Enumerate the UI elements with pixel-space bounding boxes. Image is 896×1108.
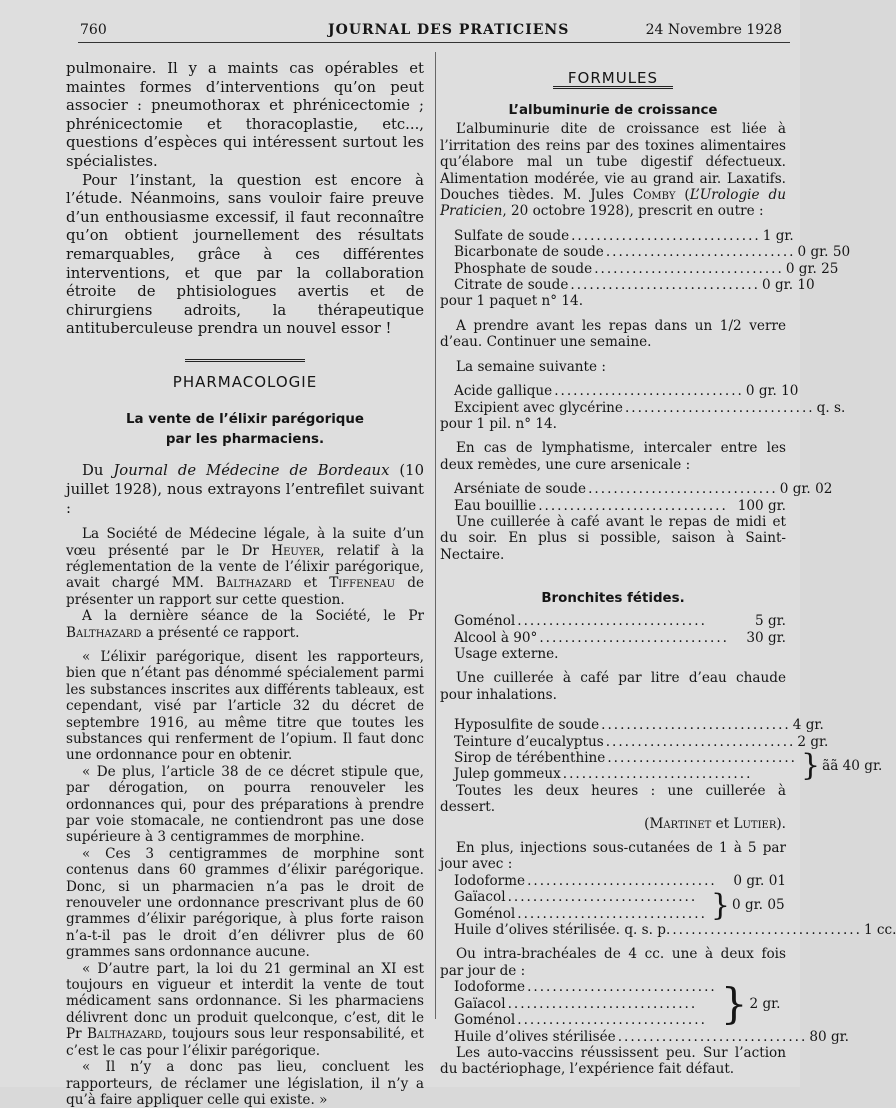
paragraph: pulmonaire. Il y a maints cas opérables et maintes formes d’interventions qu’on peut associer : pneumothorax et phrénicectomie ; phrénicectomie et thoracoplastie, etc..., questions d’espèces qui intéressent surtout les spécialistes.	[66, 60, 424, 170]
formula-row: Goménol ..............................	[454, 905, 707, 922]
formula-block	[440, 227, 851, 294]
section-heading-pharmacologie: PHARMACOLOGIE	[172, 372, 318, 391]
brace-symbol: }	[720, 978, 748, 1028]
quote-paragraph: « Ces 3 centigrammes de morphine sont contenus dans 60 grammes d’élixir parégorique. Donc, si un pharmacien n’a pas le droit de renouveler une ordonnance prescrivant plus de 60 grammes d’élixir parégorique, à plus forte raison n’a-t-il pas le droit d’en délivrer plus de 60 grammes sans ordonnance aucune.	[66, 845, 424, 961]
quote-paragraph: « De plus, l’article 38 de ce décret stipule que, par dérogation, on pourra renouveler les ordonnances qui, pour des préparations à prendre par voie stomacale, ne contiendront pas une dose supérieure à 3 centigrammes de morphine.	[66, 763, 424, 846]
paragraph: En cas de lymphatisme, intercaler entre les deux remèdes, une cure arsenicale :	[440, 440, 786, 473]
header-rule	[78, 42, 790, 43]
source-title: Journal de Médecine de Bordeaux	[113, 462, 390, 480]
group-amount: 0 gr. 05	[732, 897, 785, 914]
signature: (Martinet et Lutier).	[644, 815, 786, 832]
article-title-line1: La vente de l’élixir parégorique	[126, 412, 364, 428]
person-name: Heuyer	[271, 542, 321, 559]
subsection-title: Bronchites fétides.	[541, 591, 685, 607]
paragraph: L’albuminurie dite de croissance est liée à l’irritation des reins par des toxines alimentaires qu’élabore mal un tube digestif défectueux. Alimentation modérée, vie au grand air. Laxatifs. Douches tièdes. M. Jules Comby (L’Urologie du Praticien, 20 octobre 1928), prescrit en outre :	[440, 121, 786, 220]
formula-block	[440, 383, 846, 416]
person-name: Tiffeneau	[329, 575, 396, 592]
group-amount: ãã 40 gr.	[822, 758, 883, 775]
intro-paragraph: Du Journal de Médecine de Bordeaux (10 juillet 1928), nous extrayons l’entrefilet suivant :	[66, 462, 424, 517]
journal-title: JOURNAL DES PRATICIENS	[328, 22, 570, 38]
formula-row: Sulfate de soude .............................. 1 gr.	[454, 227, 794, 244]
formula-row: Excipient avec glycérine .............................. q. s.	[454, 399, 846, 416]
formula-row: Huile d’olives stérilisée. q. s. p. .............................. 1 cc.	[454, 922, 896, 939]
quote-paragraph: La Société de Médecine légale, à la suite d’un vœu présenté par le Dr Heuyer, relatif à la réglementation de la vente de l’élixir parégorique, avait chargé MM. Balthazard et Tiffeneau de présenter un rapport sur cette question.	[66, 526, 424, 608]
right-column	[440, 60, 896, 1078]
formula-row: Eau bouillie .............................. 100 gr.	[454, 497, 786, 514]
paragraph: A prendre avant les repas dans un 1/2 verre d’eau. Continuer une semaine.	[440, 317, 786, 351]
formula-block	[440, 481, 833, 514]
section-rule	[185, 359, 305, 362]
article-title-line2: par les pharmaciens.	[165, 432, 325, 448]
formula-row: Sirop de térébenthine ..............................	[454, 750, 797, 766]
person-name: Lutier	[733, 815, 777, 832]
issue-date: 24 Novembre 1928	[645, 22, 782, 38]
person-name: Balthazard	[86, 1026, 163, 1043]
section-heading-formules: FORMULES	[567, 69, 659, 87]
subsection-title: L’albuminurie de croissance	[508, 103, 718, 119]
formula-block	[440, 978, 849, 1045]
formula-row: Teinture d’eucalyptus .............................. 2 gr.	[454, 733, 829, 750]
paragraph: Ou intra-brachéales de 4 cc. une à deux fois par jour de :	[440, 946, 786, 979]
formula-row: Arséniate de soude .............................. 0 gr. 02	[454, 481, 833, 498]
formula-block	[440, 717, 883, 784]
formula-block	[440, 613, 786, 662]
source-title: L’Urologie du Praticien	[440, 187, 786, 220]
formula-note: pour 1 pil. n° 14.	[440, 415, 557, 432]
formula-row: Gaïacol ..............................	[454, 995, 698, 1012]
formula-row: Goménol .............................. 5 gr.	[454, 613, 786, 630]
formula-row: Iodoforme .............................. 0 gr. 01	[454, 872, 786, 889]
quote-paragraph: « L’élixir parégorique, disent les rapporteurs, bien que n’étant pas dénommé spécialement parmi les substances inscrites aux différents tableaux, est cependant, visé par l’article 32 du décret de septembre 1916, au même titre que toutes les substances qui renferment de l’opium. Il faut donc une ordonnance pour en obtenir.	[66, 648, 424, 764]
formula-block	[440, 872, 896, 939]
page-number: 760	[80, 22, 107, 38]
person-name: Comby	[632, 187, 676, 204]
article-title	[66, 410, 424, 450]
paragraph: Toutes les deux heures : une cuillerée à dessert.	[440, 782, 786, 816]
formula-row: Hyposulfite de soude .............................. 4 gr.	[454, 717, 824, 734]
formula-group	[454, 748, 883, 784]
left-column	[66, 60, 424, 1108]
brace-symbol: }	[710, 887, 730, 923]
formula-row: Gaïacol ..............................	[454, 889, 698, 906]
quote-paragraph: A la dernière séance de la Société, le Pr Balthazard a présenté ce rapport.	[66, 608, 424, 641]
formula-row: Goménol ..............................	[454, 1012, 707, 1029]
formula-row: Huile d’olives stérilisée .............................. 80 gr.	[454, 1028, 849, 1045]
formula-row: Acide gallique .............................. 0 gr. 10	[454, 383, 799, 400]
paragraph: Les auto-vaccins réussissent peu. Sur l’action du bactériophage, l’expérience fait défaut.	[440, 1044, 786, 1078]
column-divider	[435, 52, 436, 1019]
paragraph: En plus, injections sous-cutanées de 1 à 5 par jour avec :	[440, 840, 786, 873]
quote-paragraph: « Il n’y a donc pas lieu, concluent les rapporteurs, de réclamer une législation, il n’y a qu’à faire appliquer celle qui existe. »	[66, 1059, 424, 1108]
paragraph: Pour l’instant, la question est encore à l’étude. Néanmoins, sans vouloir faire preuve d’un enthousiasme excessif, il faut reconnaître qu’on obtient journellement des résultats remarquables, grâce à ces différentes interventions, et que par la collaboration étroite de phtisiologues avertis et de chirurgiens adroits, la thérapeutique antituberculeuse prendra un nouvel essor !	[66, 171, 424, 338]
formula-row: Julep gommeux ..............................	[454, 766, 753, 783]
formula-row: Phosphate de soude .............................. 0 gr. 25	[454, 260, 839, 277]
paragraph: Une cuillerée à café par litre d’eau chaude pour inhalations.	[440, 670, 786, 703]
formula-group	[454, 889, 786, 922]
formula-note: pour 1 paquet n° 14.	[440, 293, 584, 310]
person-name: Martinet	[649, 815, 712, 832]
page-header	[80, 20, 782, 42]
brace-symbol: }	[801, 748, 821, 784]
formula-note: Usage externe.	[454, 645, 559, 662]
formula-row: Citrate de soude .............................. 0 gr. 10	[454, 277, 815, 294]
paragraph: La semaine suivante :	[456, 358, 606, 375]
formula-row: Alcool à 90° .............................. 30 gr.	[454, 629, 786, 646]
formula-row: Iodoforme ..............................	[454, 979, 717, 996]
person-name: Balthazard	[216, 575, 292, 592]
formula-row: Bicarbonate de soude .............................. 0 gr. 50	[454, 244, 851, 261]
person-name: Balthazard	[66, 624, 142, 641]
quote-paragraph: « D’autre part, la loi du 21 germinal an XI est toujours en vigueur et interdit la vente de tout médicament sans ordonnance. Si les pharmaciens délivrent donc un produit quelconque, c’est, dit le Pr Balthazard, toujours sous leur responsabilité, et c’est le cas pour l’élixir parégorique.	[66, 960, 424, 1059]
paragraph: Une cuillerée à café avant le repas de midi et du soir. En plus si possible, saison à Saint-Nectaire.	[440, 513, 786, 563]
formula-group	[454, 979, 786, 1028]
group-amount: 2 gr.	[749, 995, 781, 1012]
